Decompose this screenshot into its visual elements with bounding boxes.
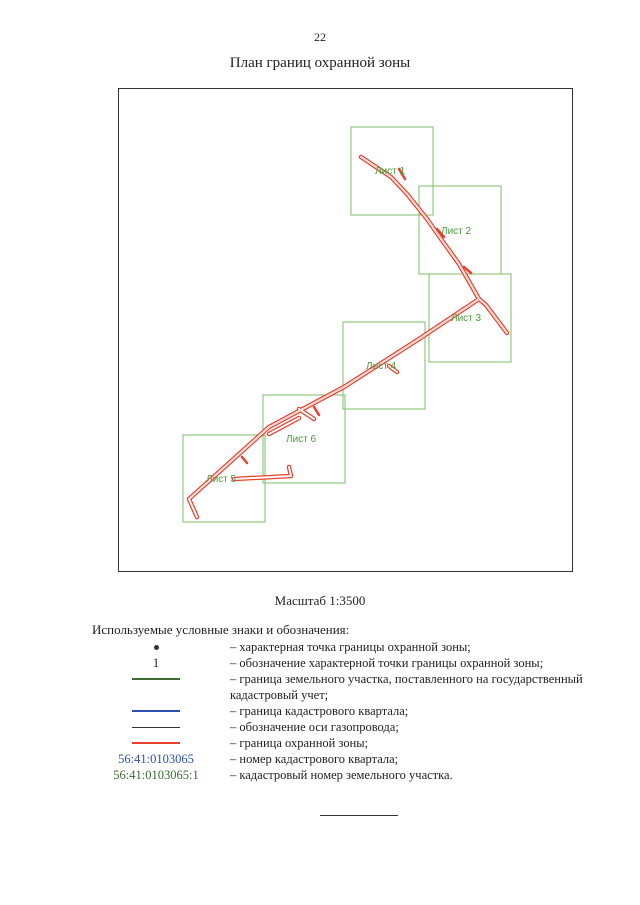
legend-item-text: – обозначение оси газопровода;: [230, 720, 399, 734]
sheet-label-3: Лист 3: [451, 313, 482, 324]
page-number: 22: [314, 30, 326, 44]
legend-item-point: [92, 639, 612, 655]
legend-item-text: – кадастровый номер земельного участка.: [230, 768, 453, 782]
legend-item-quarter-number: [92, 751, 612, 767]
legend: [92, 639, 612, 783]
legend-item-text: – граница земельного участка, поставленного на государственный кадастровый учет;: [230, 672, 583, 702]
legend-item-text: – номер кадастрового квартала;: [230, 752, 399, 766]
legend-item-text: – граница кадастрового квартала;: [230, 704, 409, 718]
protection-zone: [189, 157, 507, 517]
legend-item-parcel-boundary: [92, 671, 612, 703]
legend-title: Используемые условные знаки и обозначения:: [92, 622, 350, 637]
parcel-number-symbol: 56:41:0103065:1: [113, 768, 199, 782]
point-number-symbol: 1: [152, 656, 160, 670]
point-symbol: [154, 645, 159, 650]
legend-item-text: – граница охранной зоны;: [230, 736, 369, 750]
sheet-label-2: Лист 2: [441, 226, 472, 237]
sheet-label-4: Лист 4: [366, 361, 397, 372]
black-line-symbol: [132, 727, 180, 728]
sheet-label-5: Лист 5: [206, 474, 237, 485]
map-frame: [118, 88, 573, 572]
green-line-symbol: [132, 678, 180, 680]
sheet-label-6: Лист 6: [286, 434, 317, 445]
legend-item-zone-boundary: [92, 735, 612, 751]
legend-item-quarter-boundary: [92, 703, 612, 719]
legend-item-parcel-number: [92, 767, 612, 783]
sheet-label-1: Лист 1: [375, 166, 406, 177]
legend-item-pipeline-axis: [92, 719, 612, 735]
map-drawing: [119, 89, 574, 573]
legend-item-point-number: [92, 655, 612, 671]
red-line-symbol: [132, 742, 180, 744]
signature-line: [320, 815, 398, 816]
legend-item-text: – характерная точка границы охранной зоны;: [230, 640, 471, 654]
legend-item-text: – обозначение характерной точки границы охранной зоны;: [230, 656, 544, 670]
blue-line-symbol: [132, 710, 180, 712]
page-title: План границ охранной зоны: [229, 55, 411, 71]
quarter-number-symbol: 56:41:0103065: [118, 752, 194, 766]
map-scale: Масштаб 1:3500: [274, 593, 366, 608]
